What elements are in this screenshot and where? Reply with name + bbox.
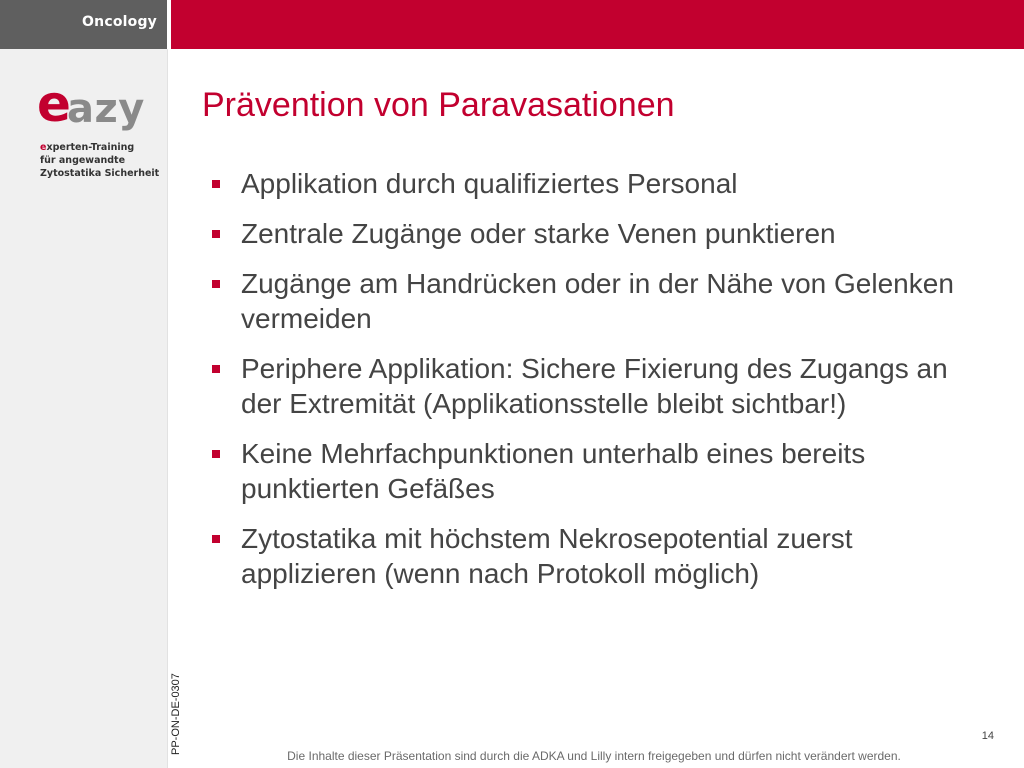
bullet-marker-icon (212, 365, 220, 373)
bullet-item (212, 351, 992, 421)
slide-title: Prävention von Paravasationen (202, 86, 675, 124)
bullet-text: Keine Mehrfachpunktionen unterhalb eines bereits punktierten Gefäßes (241, 438, 866, 504)
document-code: PP-ON-DE-0307 (170, 673, 182, 755)
tagline-line-3: Zytostatika Sicherheit (40, 168, 160, 179)
tagline-line-2: für angewandte (40, 155, 126, 166)
sidebar (0, 49, 168, 768)
bullet-item (212, 436, 992, 506)
bullet-marker-icon (212, 535, 220, 543)
logo-azy: azy (67, 86, 145, 132)
bullet-text: Zytostatika mit höchstem Nekrosepotential zuerst applizieren (wenn nach Protokoll möglich) (241, 523, 853, 589)
bullet-item (212, 216, 992, 251)
bullet-marker-icon (212, 450, 220, 458)
top-left-bar (0, 0, 167, 49)
bullet-list (212, 166, 992, 606)
top-accent-bar (171, 0, 1024, 49)
bullet-item (212, 521, 992, 591)
tagline-e: e (40, 142, 47, 153)
footer-text: Die Inhalte dieser Präsentation sind durch die ADKA und Lilly intern freigegeben und dürfen nicht verändert werden. (287, 749, 901, 763)
logo-tagline (40, 141, 165, 180)
bullet-text: Periphere Applikation: Sichere Fixierung des Zugangs an der Extremität (Applikationsstelle bleibt sichtbar!) (241, 353, 948, 419)
bullet-text: Zentrale Zugänge oder starke Venen punktieren (241, 218, 836, 249)
bullet-text: Zugänge am Handrücken oder in der Nähe von Gelenken vermeiden (241, 268, 954, 334)
footer-disclaimer (0, 749, 1024, 763)
bullet-marker-icon (212, 180, 220, 188)
bullet-item (212, 166, 992, 201)
bullet-marker-icon (212, 280, 220, 288)
page-number: 14 (981, 730, 994, 742)
tagline-line-1-rest: xperten-Training (46, 142, 135, 153)
bullet-item (212, 266, 992, 336)
bullet-text: Applikation durch qualifiziertes Personal (241, 168, 738, 199)
logo-e: e (37, 75, 71, 133)
section-label: Oncology (82, 14, 157, 30)
bullet-marker-icon (212, 230, 220, 238)
tagline-line-1 (40, 141, 165, 154)
